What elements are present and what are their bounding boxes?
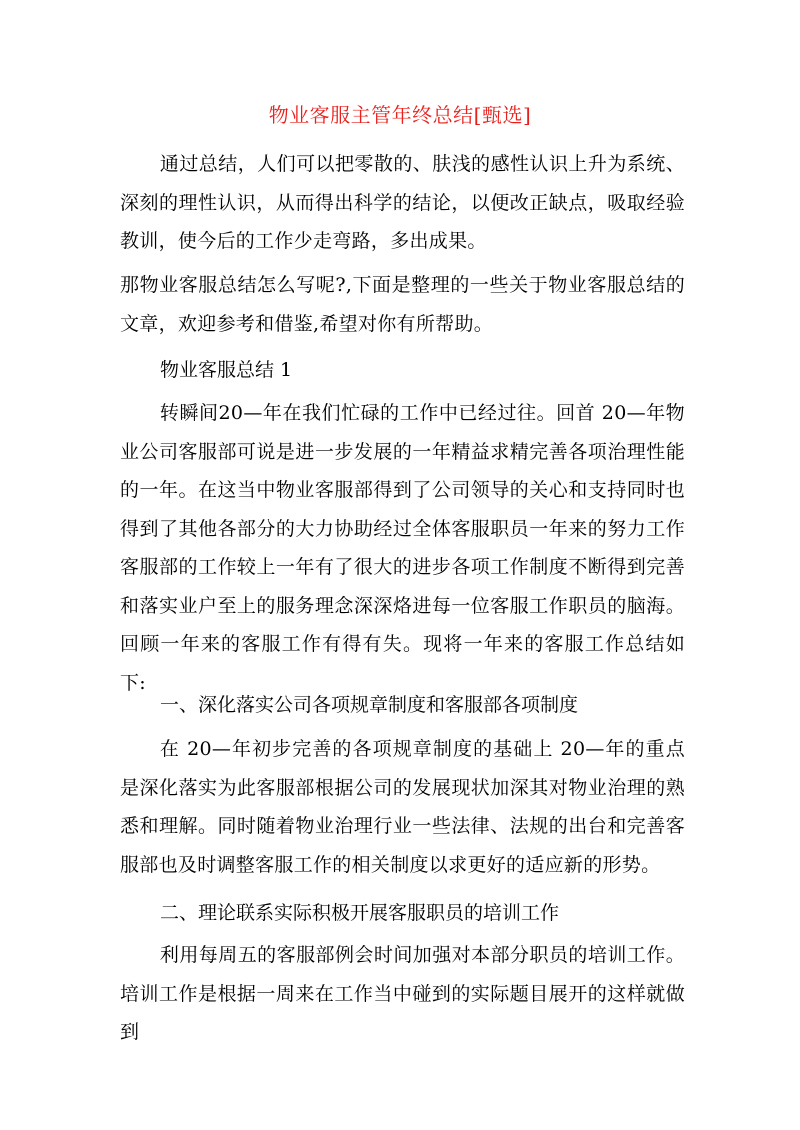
section-heading-2: 二、理论联系实际积极开展客服职员的培训工作 [160, 902, 560, 924]
section-title: 物业客服总结 1 [160, 359, 293, 381]
lead-paragraph: 那物业客服总结怎么写呢?,下面是整理的一些关于物业客服总结的文章，欢迎参考和借鉴,希望对你有所帮助。 [120, 274, 685, 335]
body-paragraph-1: 转瞬间20—年在我们忙碌的工作中已经过往。回首 20—年物业公司客服部可说是进一步发展的一年精益求精完善各项治理性能的一年。在这当中物业客服部得到了公司领导的关心和支持同时也得到了其他各部分的大力协助经过全体客服职员一年来的努力工作客服部的工作较上一年有了很大的进步各项工作制度不断得到完善和落实业户至上的服务理念深深烙进每一位客服工作职员的脑海。回顾一年来的客服工作有得有失。现将一年来的客服工作总结如下: [120, 402, 685, 694]
body-paragraph-2: 在 20—年初步完善的各项规章制度的基础上 20—年的重点是深化落实为此客服部根据公司的发展现状加深其对物业治理的熟悉和理解。同时随着物业治理行业一些法律、法规的出台和完善客服部也及时调整客服工作的相关制度以求更好的适应新的形势。 [120, 738, 685, 876]
section-heading-1: 一、深化落实公司各项规章制度和客服部各项制度 [160, 694, 579, 716]
document-title: 物业客服主管年终总结[甄选] [268, 103, 532, 127]
intro-paragraph: 通过总结，人们可以把零散的、肤浅的感性认识上升为系统、深刻的理性认识，从而得出科学的结论，以便改正缺点，吸取经验教训，使今后的工作少走弯路，多出成果。 [120, 153, 685, 252]
body-paragraph-3: 利用每周五的客服部例会时间加强对本部分职员的培训工作。培训工作是根据一周来在工作当中碰到的实际题目展开的这样就做到 [120, 944, 685, 1043]
